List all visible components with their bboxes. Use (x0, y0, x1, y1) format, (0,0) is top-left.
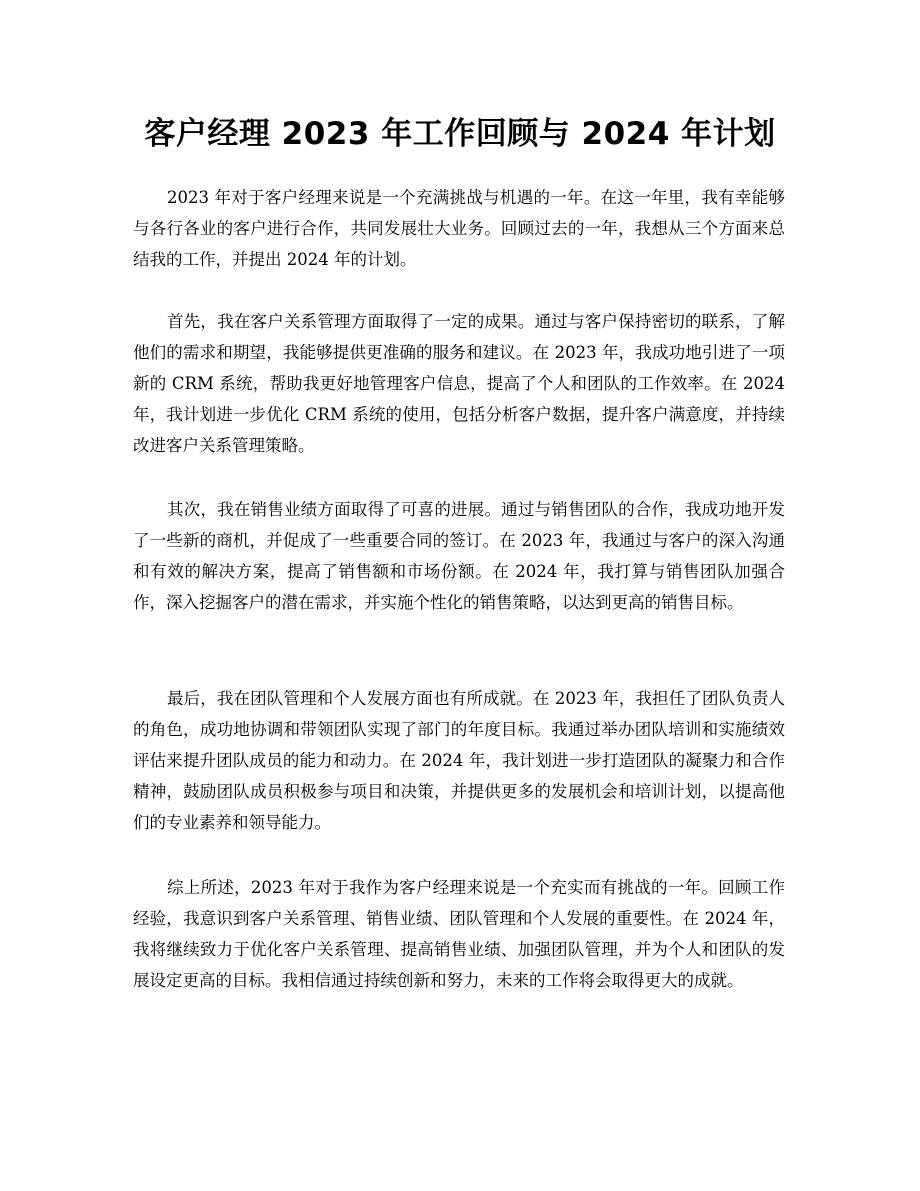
paragraph-customer-relations: 首先，我在客户关系管理方面取得了一定的成果。通过与客户保持密切的联系，了解他们的需求和期望，我能够提供更准确的服务和建议。在 2023 年，我成功地引进了一项新的 CRM 系统，帮助我更好地管理客户信息，提高了个人和团队的工作效率。在 2024 年，我计划进一步优化 CRM 系统的使用，包括分析客户数据，提升客户满意度，并持续改进客户关系管理策略。 (133, 312, 785, 455)
page-title: 客户经理 2023 年工作回顾与 2024 年计划 (144, 116, 776, 152)
paragraph-sales: 其次，我在销售业绩方面取得了可喜的进展。通过与销售团队的合作，我成功地开发了一些新的商机，并促成了一些重要合同的签订。在 2023 年，我通过与客户的深入沟通和有效的解决方案，提高了销售额和市场份额。在 2024 年，我打算与销售团队加强合作，深入挖掘客户的潜在需求，并实施个性化的销售策略，以达到更高的销售目标。 (133, 500, 785, 612)
paragraph-summary: 综上所述，2023 年对于我作为客户经理来说是一个充实而有挑战的一年。回顾工作经验，我意识到客户关系管理、销售业绩、团队管理和个人发展的重要性。在 2024 年，我将继续致力于优化客户关系管理、提高销售业绩、加强团队管理，并为个人和团队的发展设定更高的目标。我相信通过持续创新和努力，未来的工作将会取得更大的成就。 (133, 878, 785, 990)
paragraph-team-management: 最后，我在团队管理和个人发展方面也有所成就。在 2023 年，我担任了团队负责人的角色，成功地协调和带领团队实现了部门的年度目标。我通过举办团队培训和实施绩效评估来提升团队成员的能力和动力。在 2024 年，我计划进一步打造团队的凝聚力和合作精神，鼓励团队成员积极参与项目和决策，并提供更多的发展机会和培训计划，以提高他们的专业素养和领导能力。 (133, 689, 785, 832)
paragraph-intro: 2023 年对于客户经理来说是一个充满挑战与机遇的一年。在这一年里，我有幸能够与各行各业的客户进行合作，共同发展壮大业务。回顾过去的一年，我想从三个方面来总结我的工作，并提出 2024 年的计划。 (133, 188, 785, 269)
